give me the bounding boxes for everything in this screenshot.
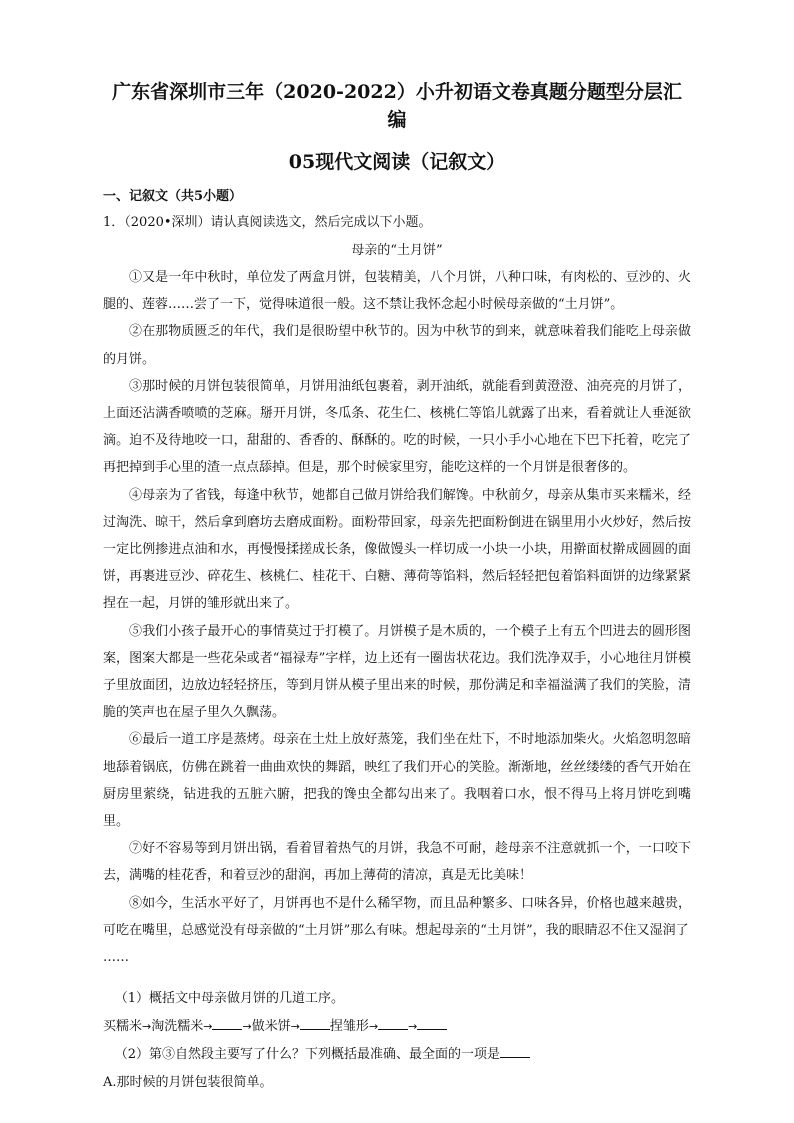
paragraph-4: ④母亲为了省钱，每逢中秋节，她都自己做月饼给我们解馋。中秋前夕，母亲从集市买来糯米，经过淘洗、晾干，然后拿到磨坊去磨成面粉。面粉带回家，母亲先把面粉倒进在锅里用小火炒好，然后按一定比例掺进点油和水，再慢慢揉搓成长条，像做馒头一样切成一小块一小块，用擀面杖擀成圆圆的面饼，再裹进豆沙、碎花生、核桃仁、桂花干、白糖、薄荷等馅料，然后轻轻把包着馅料面饼的边缘紧紧捏在一起，月饼的雏形就出来了。 xyxy=(103,487,691,612)
question-1-flow xyxy=(103,1013,691,1041)
arrow-icon: → xyxy=(203,1020,213,1034)
flow-step-cake: 做米饼 xyxy=(251,1019,291,1035)
question-1-label: （1）概括文中母亲做月饼的几道工序。 xyxy=(114,991,344,1007)
flow-step-wash: 淘洗糯米 xyxy=(151,1019,204,1035)
arrow-icon: → xyxy=(368,1020,379,1034)
paragraph-1: ①又是一年中秋时，单位发了两盒月饼，包装精美，八个月饼，八种口味，有肉松的、豆沙的、火腿的、莲蓉……尝了一下，觉得味道很一般。这不禁让我怀念起小时候母亲做的“土月饼”。 xyxy=(103,270,691,313)
answer-blank-4[interactable] xyxy=(417,1017,447,1030)
paragraph-8: ⑧如今，生活水平好了，月饼再也不是什么稀罕物，而且品种繁多、口味各异，价格也越来越贵，可吃在嘴里，总感觉没有母亲做的“土月饼”那么有味。想起母亲的“土月饼”，我的眼睛忍不住又湿润了 xyxy=(103,895,691,938)
answer-blank-q2[interactable] xyxy=(500,1045,530,1058)
document-title: 广东省深圳市三年（2020-2022）小升初语文卷真题分题型分层汇编 xyxy=(112,81,682,131)
arrow-icon: → xyxy=(408,1020,418,1034)
answer-blank-3[interactable] xyxy=(378,1017,408,1030)
section-heading: 一、记叙文（共5小题） xyxy=(103,189,243,204)
paragraph-2: ②在那物质匮乏的年代，我们是很盼望中秋节的。因为中秋节的到来，就意味着我们能吃上母亲做的月饼。 xyxy=(103,324,691,367)
question-2-line xyxy=(103,1041,691,1069)
answer-blank-1[interactable] xyxy=(212,1017,242,1030)
flow-step-shape: 捏雏形 xyxy=(329,1019,369,1035)
paragraph-5: ⑤我们小孩子最开心的事情莫过于打模了。月饼模子是木质的，一个模子上有五个凹进去的圆形图案，图案大都是一些花朵或者“福禄寿”字样，边上还有一圈齿状花边。我们洗净双手，小心地往月饼模子里放面团，边放边轻轻挤压，等到月饼从模子里出来的时候，那份满足和幸福溢满了我们的笑脸，清脆的笑声也在屋子里久久飘荡。 xyxy=(103,623,691,721)
question-2-label: （2）第③自然段主要写了什么？下列概括最准确、最全面的一项是 xyxy=(114,1047,500,1063)
article-title: 母亲的“土月饼” xyxy=(351,243,443,258)
arrow-icon: → xyxy=(242,1020,252,1034)
answer-blank-2[interactable] xyxy=(300,1017,330,1030)
question-intro: 1．（2020•深圳）请认真阅读选文，然后完成以下小题。 xyxy=(103,215,432,230)
paragraph-6: ⑥最后一道工序是蒸烤。母亲在土灶上放好蒸笼，我们坐在灶下，不时地添加柴火。火焰忽明忽暗地舔着锅底，仿佛在跳着一曲曲欢快的舞蹈，映红了我们开心的笑脸。渐渐地，丝丝缕缕的香气开始在厨房里萦绕，钻进我的五脏六腑，把我的馋虫全都勾出来了。我咽着口水，恨不得马上将月饼吃到嘴里。 xyxy=(103,732,691,830)
document-subtitle: 05现代文阅读（记叙文） xyxy=(288,151,506,173)
flow-step-buy: 买糯米 xyxy=(103,1019,143,1035)
arrow-icon: → xyxy=(290,1020,300,1034)
paragraph-3: ③那时候的月饼包装很简单，月饼用油纸包裹着，剥开油纸，就能看到黄澄澄、油亮亮的月饼了，上面还沾满香喷喷的芝麻。掰开月饼，冬瓜条、花生仁、核桃仁等馅儿就露了出来，看着就让人垂涎欲滴。迫不及待地咬一口，甜甜的、香香的、酥酥的。吃的时候，一只小手小心地在下巴下托着，吃完了再把掉到手心里的渣一点点舔掉。但是，那个时候家里穷，能吃这样的一个月饼是很奢侈的。 xyxy=(103,378,691,476)
paragraph-7: ⑦好不容易等到月饼出锅，看着冒着热气的月饼，我急不可耐，趁母亲不注意就抓一个，一口咬下去，满嘴的桂花香，和着豆沙的甜润，再加上薄荷的清凉，真是无比美味！ xyxy=(103,841,691,884)
arrow-icon: → xyxy=(142,1020,152,1034)
option-a[interactable]: A.那时候的月饼包装很简单。 xyxy=(103,1075,273,1091)
paragraph-ellipsis: …… xyxy=(103,950,129,966)
